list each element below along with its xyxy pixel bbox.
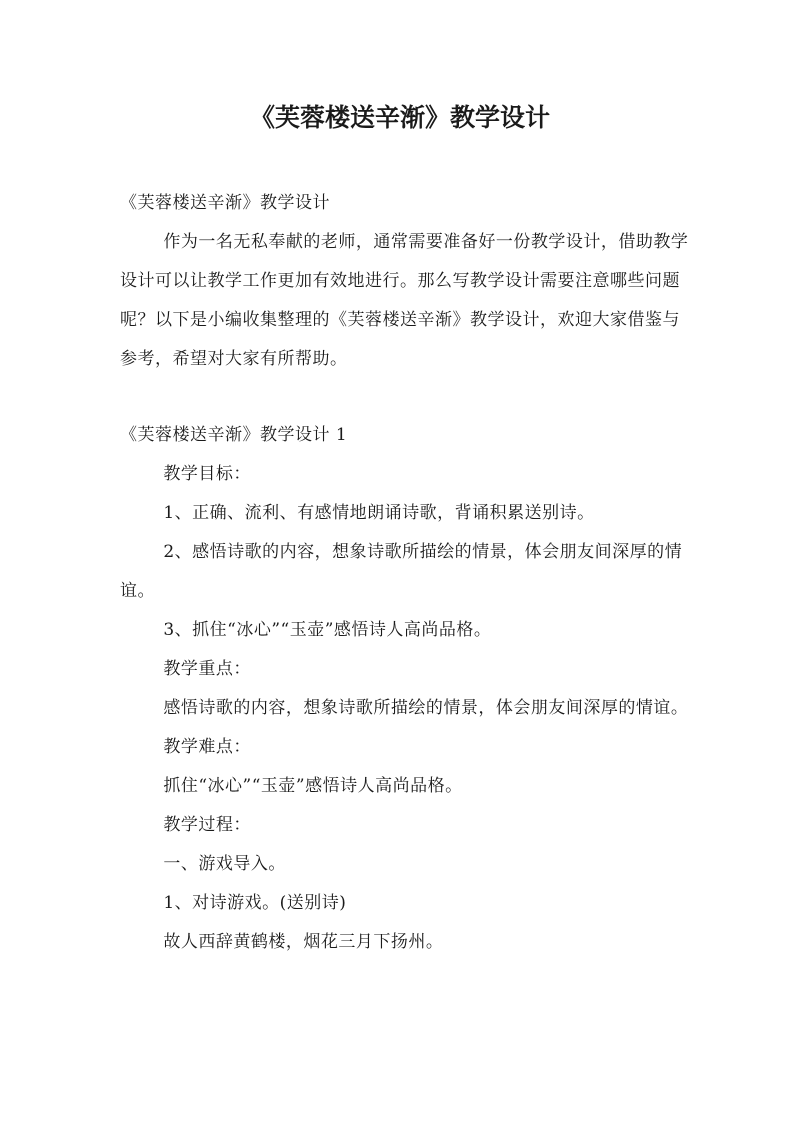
document-body: [120, 184, 695, 962]
poem-line: 故人西辞黄鹤楼，烟花三月下扬州。: [163, 932, 444, 952]
document-title: 《芙蓉楼送辛渐》教学设计: [249, 103, 550, 132]
process-label: 教学过程：: [163, 815, 251, 835]
objective-item-2: 2、感悟诗歌的内容，想象诗歌所描绘的情景，体会朋友间深厚的情谊。: [120, 542, 683, 601]
difficulty-text: 抓住“冰心”“玉壶”感悟诗人高尚品格。: [163, 776, 463, 796]
key-points-label: 教学重点：: [163, 659, 251, 679]
process-step-1: 一、游戏导入。: [163, 854, 286, 874]
objective-item-1: 1、正确、流利、有感情地朗诵诗歌，背诵积累送别诗。: [163, 503, 595, 523]
objective-item-3: 3、抓住“冰心”“玉壶”感悟诗人高尚品格。: [163, 620, 492, 640]
section-heading: 《芙蓉楼送辛渐》教学设计 1: [120, 425, 348, 445]
difficulty-label: 教学难点：: [163, 737, 251, 757]
process-substep-1: 1、对诗游戏。(送别诗): [163, 893, 347, 913]
key-points-text: 感悟诗歌的内容，想象诗歌所描绘的情景，体会朋友间深厚的情谊。: [163, 698, 689, 718]
intro-paragraph: 作为一名无私奉献的老师，通常需要准备好一份教学设计，借助教学设计可以让教学工作更加有效地进行。那么写教学设计需要注意哪些问题呢？以下是小编收集整理的《芙蓉楼送辛渐》教学设计，欢迎大家借鉴与参考，希望对大家有所帮助。: [120, 232, 689, 369]
intro-heading: 《芙蓉楼送辛渐》教学设计: [120, 193, 330, 213]
objectives-label: 教学目标：: [163, 464, 251, 484]
